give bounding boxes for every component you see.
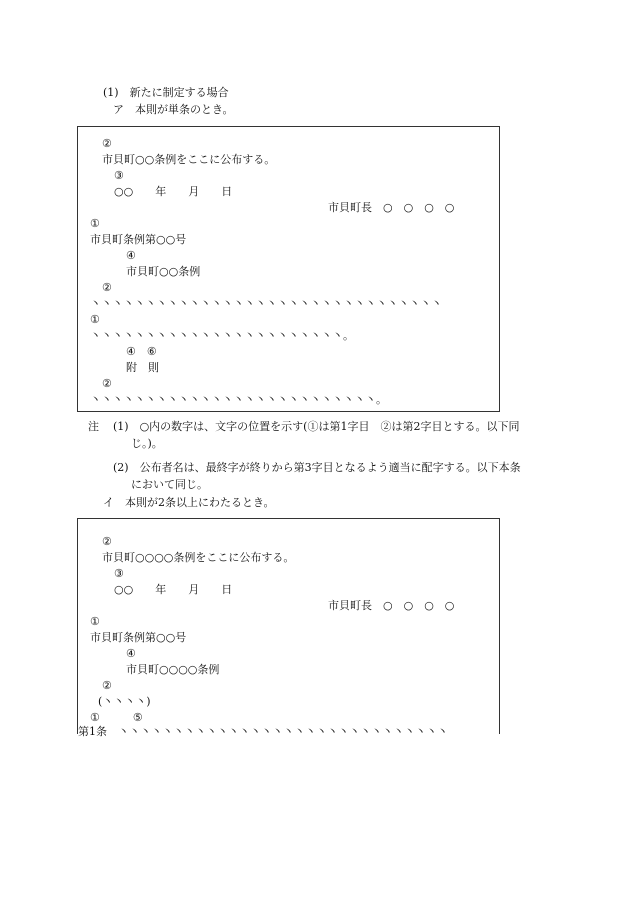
position-marker: ② xyxy=(102,679,112,692)
note-2-line-1: (2) 公布者名は、最終字が終りから第3字目となるよう適当に配字する。以下本条 xyxy=(113,461,521,474)
position-marker: ③ xyxy=(114,169,124,182)
position-marker: ② xyxy=(102,535,112,548)
mayor-name-line: 市貝町長 ○ ○ ○ ○ xyxy=(328,599,455,612)
body-text-placeholder: 丶丶丶丶丶丶丶丶丶丶丶丶丶丶丶丶丶丶丶丶丶丶丶。 xyxy=(90,329,354,342)
promulgation-sentence: 市貝町○○○○条例をここに公布する。 xyxy=(102,551,295,564)
position-marker: ② xyxy=(102,377,112,390)
position-marker: ④ ⑥ xyxy=(126,345,157,358)
position-marker: ② xyxy=(102,137,112,150)
position-marker: ① xyxy=(90,217,100,230)
supplementary-provisions-heading: 附 則 xyxy=(126,361,159,374)
promulgation-date: ○○ 年 月 日 xyxy=(114,583,233,596)
note-2-line-2: において同じ。 xyxy=(131,478,208,491)
article-caption: (丶丶丶丶) xyxy=(98,695,151,708)
promulgation-sentence: 市貝町○○条例をここに公布する。 xyxy=(102,153,276,166)
ordinance-title: 市貝町○○○○条例 xyxy=(126,663,220,676)
subheading-single-article: ア 本則が単条のとき。 xyxy=(113,103,234,116)
position-marker: ② xyxy=(102,281,112,294)
section-heading-new-enactment: (1) 新たに制定する場合 xyxy=(103,86,229,99)
position-marker: ③ xyxy=(114,567,124,580)
ordinance-number: 市貝町条例第○○号 xyxy=(90,233,187,246)
article-1-line: 第1条 丶丶丶丶丶丶丶丶丶丶丶丶丶丶丶丶丶丶丶丶丶丶丶丶丶丶丶丶丶丶 xyxy=(78,725,448,738)
supplementary-text-placeholder: 丶丶丶丶丶丶丶丶丶丶丶丶丶丶丶丶丶丶丶丶丶丶丶丶丶丶。 xyxy=(90,393,387,406)
note-1-line-1: (1) ○内の数字は、文字の位置を示す(①は第1字目 ②は第2字目とする。以下同 xyxy=(113,420,520,433)
ordinance-title: 市貝町○○条例 xyxy=(126,265,201,278)
example-box-single-article xyxy=(77,126,500,412)
subheading-multiple-articles: イ 本則が2条以上にわたるとき。 xyxy=(103,496,275,509)
position-marker: ④ xyxy=(126,647,136,660)
ordinance-number: 市貝町条例第○○号 xyxy=(90,631,187,644)
position-marker: ① ⑤ xyxy=(90,711,143,724)
body-text-placeholder: 丶丶丶丶丶丶丶丶丶丶丶丶丶丶丶丶丶丶丶丶丶丶丶丶丶丶丶丶丶丶丶丶 xyxy=(90,297,442,310)
promulgation-date: ○○ 年 月 日 xyxy=(114,185,233,198)
note-1-line-2: じ。)。 xyxy=(131,437,163,450)
note-label: 注 xyxy=(88,420,99,433)
position-marker: ① xyxy=(90,313,100,326)
position-marker: ① xyxy=(90,615,100,628)
position-marker: ④ xyxy=(126,249,136,262)
example-box-multiple-articles xyxy=(77,518,500,738)
mayor-name-line: 市貝町長 ○ ○ ○ ○ xyxy=(328,201,455,214)
